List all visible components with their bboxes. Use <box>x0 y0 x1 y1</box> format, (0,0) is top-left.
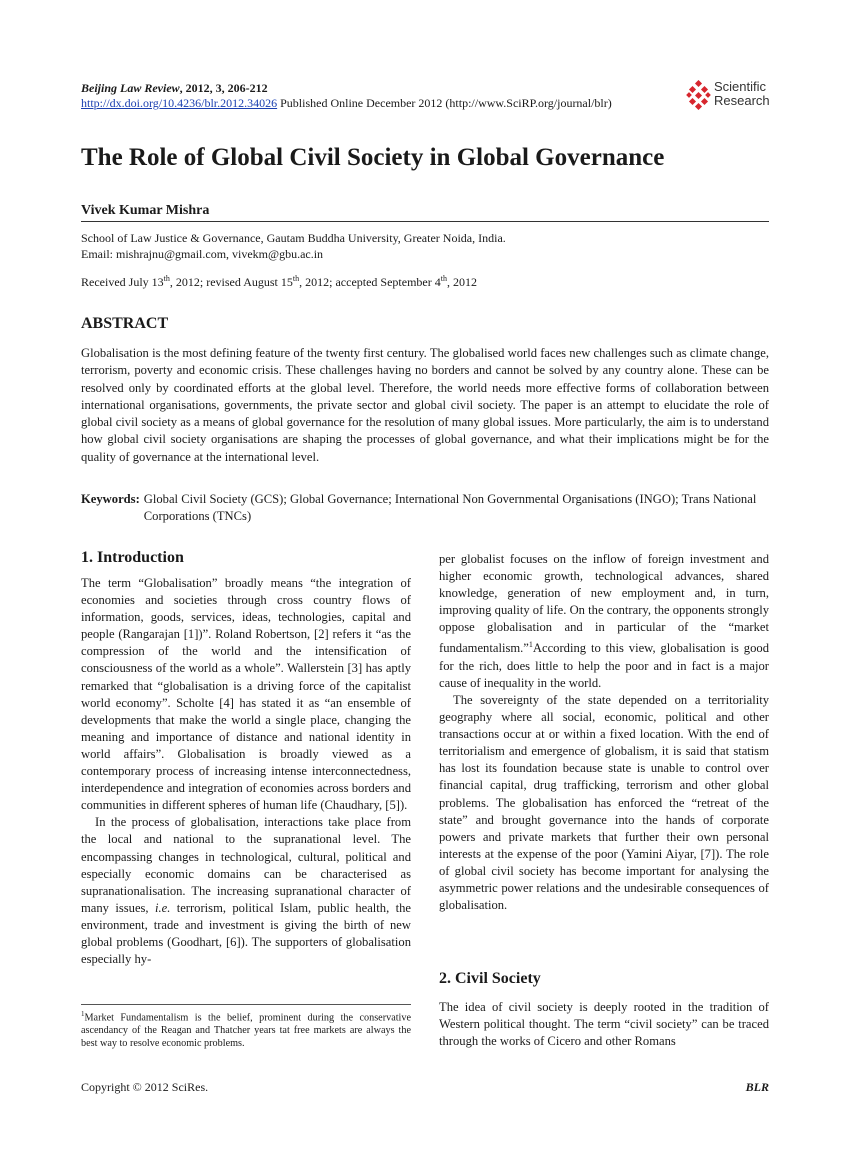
right-column-top <box>439 551 769 914</box>
received-sup: th <box>163 274 170 283</box>
paragraph: The idea of civil society is deeply rooted in the tradition of Western political thought. The term “civil society” can be traced through the works of Cicero and other Romans <box>439 1000 769 1049</box>
journal-citation <box>81 81 268 96</box>
right-column-bottom <box>439 999 769 1050</box>
keywords <box>81 491 769 526</box>
accepted-sup: th <box>440 274 447 283</box>
logo-line-1: Scientific <box>714 79 767 94</box>
article-title: The Role of Global Civil Society in Global Governance <box>81 144 665 171</box>
paragraph-text: per globalist focuses on the inflow of foreign investment and higher economic growth, technological advances, shared knowledge, generation of new employment and, in turn, improving quality of life. On the contrary, the opponents strongly oppose globalisation and in particular of the “market fundamentalism.” <box>439 552 769 656</box>
title-divider <box>81 221 769 222</box>
accepted-date: , 2012; accepted September 4 <box>299 275 441 289</box>
footnote <box>81 1008 411 1050</box>
footnote-ref: 1 <box>528 640 533 650</box>
paragraph-text: In the process of globalisation, interactions take place from the local and national to the supranational level. The encompassing changes in technological, cultural, political and especially economic domains can be characterised as supranationalisation. The increasing supranational character of many issues, <box>81 815 411 915</box>
copyright: Copyright © 2012 SciRes. <box>81 1080 209 1094</box>
published-text: Published Online December 2012 (http://www.SciRP.org/journal/blr) <box>277 96 612 110</box>
dates-suffix: , 2012 <box>446 275 477 289</box>
affiliation: School of Law Justice & Governance, Gautam Buddha University, Greater Noida, India. <box>81 231 506 245</box>
publication-dates <box>81 274 477 290</box>
revised-date: , 2012; revised August 15 <box>169 275 293 289</box>
section-heading-civil-society: 2. Civil Society <box>439 970 541 987</box>
left-column <box>81 575 411 968</box>
journal-title: Beijing Law Review <box>81 81 180 95</box>
footnote-divider <box>81 1004 411 1005</box>
paragraph-text: terrorism, political Islam, public health, the environment, trade and investment is giving the birth of new global problems (Goodhart, [6]). The supporters of globalisation especially hy- <box>81 900 412 967</box>
paragraph <box>439 551 769 692</box>
email: Email: mishrajnu@gmail.com, vivekm@gbu.ac.in <box>81 247 324 261</box>
section-heading-introduction: 1. Introduction <box>81 549 184 566</box>
paragraph: The sovereignty of the state depended on a territoriality geography where all social, economic, political and other transactions occur at or within a fixed location. With the end of territorialism and emergence of globalism, it is said that statism has lost its foundation because state is unable to control over financial capital, drug trafficking, terrorism and other global problems. The globalisation has enforced the “retreat of the state” and brought governance into the hands of corporate powers and private markets that further their own personal interests at the expense of the poor (Yamini Aiyar, [7]). The role of global civil society has become important for analysing the asymmetric power relations and the undesirable consequences of globalisation. <box>439 692 769 913</box>
doi-link[interactable]: http://dx.doi.org/10.4236/blr.2012.34026 <box>81 96 278 110</box>
journal-abbrev: BLR <box>745 1080 769 1094</box>
footnote-text: Market Fundamentalism is the belief, prominent during the conservative ascendancy of the Reagan and Thatcher years tat free markets are always the best way to resolve economic problems. <box>81 1012 411 1050</box>
abstract-heading: ABSTRACT <box>81 315 169 332</box>
doi-line <box>81 96 612 111</box>
footnote-mark: 1 <box>81 1010 85 1018</box>
paragraph-italic: i.e. <box>154 900 171 915</box>
keywords-list: Global Civil Society (GCS); Global Governance; International Non Governmental Organisations (INGO); Trans National Corporations (TNCs) <box>143 492 757 524</box>
scientific-research-logo <box>686 80 786 112</box>
paragraph: The term “Globalisation” broadly means “the integration of economies and societies through cross country flows of information, goods, services, ideas, technologies, capital and people (Rangarajan [1])”. Roland Robertson, [2] refers it “as the compression of the world and the intensification of consciousness of the world as a whole”. Wallerstein [3] has aptly remarked that “globalisation is a driving force of the capitalist world economy”. Scholte [4] has stated it as “an ensemble of developments that make the world a single place, changing the meaning and importance of distance and national identity in world affairs”. Globalisation is broadly viewed as a contemporary process of increasing intense interconnectedness, interdependence and integration of economies across borders and communities in different spheres of human life (Chaudhary, [5]). <box>81 576 411 813</box>
journal-issue: , 2012, 3, 206-212 <box>179 81 268 95</box>
paragraph <box>81 814 411 968</box>
revised-sup: th <box>292 274 300 283</box>
received-date: Received July 13 <box>81 275 164 289</box>
author-name: Vivek Kumar Mishra <box>81 203 210 218</box>
paragraph-text: According to this view, globalisation is good for the rich, does little to help the poor and in fact is a major cause of inequality in the world. <box>439 641 769 690</box>
scirp-diamond-icon <box>686 80 712 110</box>
logo-text <box>714 80 770 108</box>
keywords-label: Keywords: <box>81 492 140 506</box>
author-affiliation-block <box>81 230 506 262</box>
logo-line-2: Research <box>714 93 770 108</box>
abstract-text: Globalisation is the most defining feature of the twenty first century. The globalised world faces new challenges such as climate change, terrorism, poverty and economic crisis. These challenges having no borders and cannot be solved by any country alone. These can be resolved only by coordinated efforts at the global level. Therefore, the world needs more effective forms of collaboration between international organisations, governments, the private sector and global civil society. The paper is an attempt to elucidate the role of global civil society as a means of global governance for the resolution of many global issues. More particularly, the aim is to understand how global civil society organisations are shaping the processes of global governance, and what their implications might be for the quality of governance at the international level. <box>81 346 769 464</box>
